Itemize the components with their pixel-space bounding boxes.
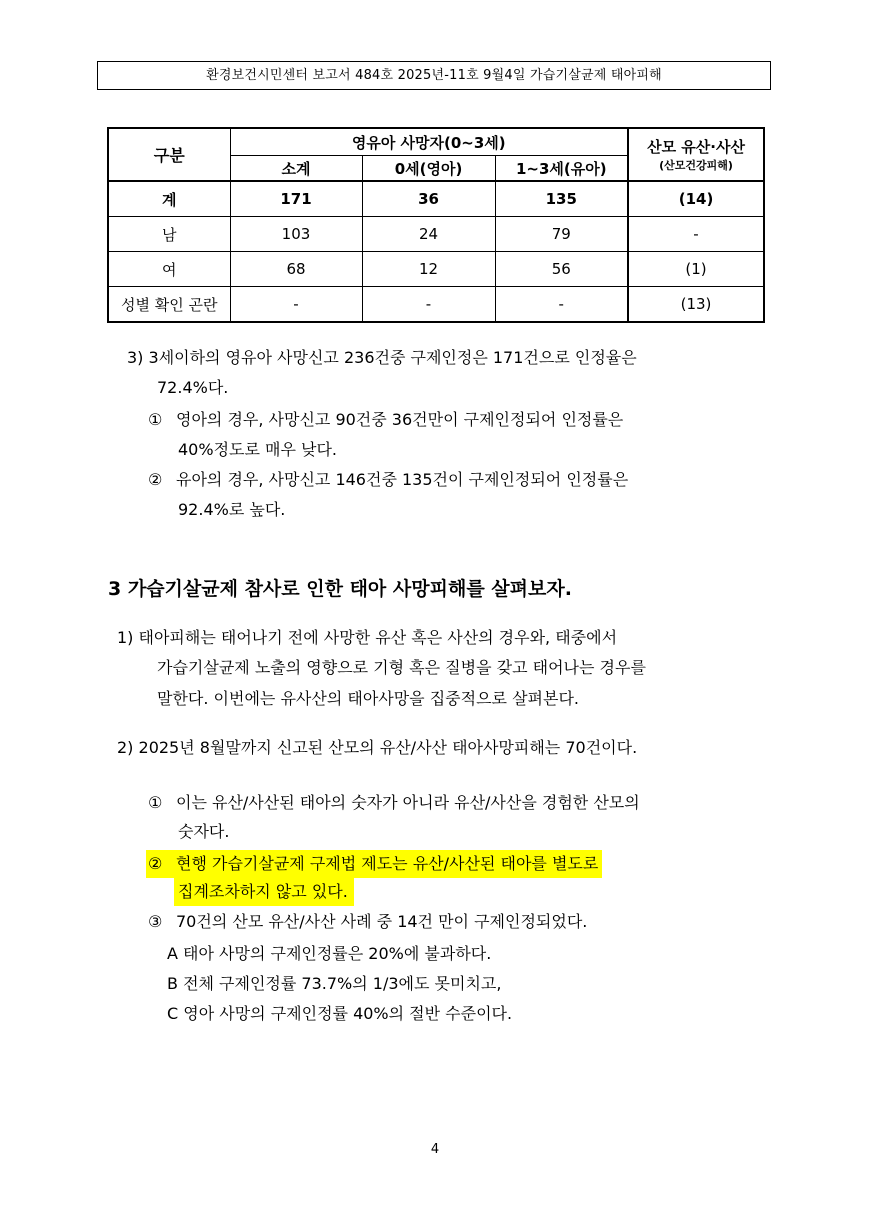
s3-item2 — [148, 470, 628, 490]
s3-item1-line2: 40%정도로 매우 낮다. — [178, 440, 338, 459]
report-header: 환경보건시민센터 보고서 484호 2025년-11호 9월4일 가습기살균제 태아피해 — [97, 61, 771, 90]
header-category: 구분 — [108, 128, 230, 181]
row-label: 성별 확인 곤란 — [108, 287, 230, 323]
s3-line2: 72.4%다. — [157, 378, 229, 397]
cell-total: - — [230, 287, 362, 323]
s3-item1-text: 영아의 경우, 사망신고 90건중 36건만이 구제인정되어 인정률은 — [176, 410, 624, 429]
p1-line2: 가습기살균제 노출의 영향으로 기형 혹은 질병을 갖고 태어나는 경우를 — [157, 658, 646, 677]
p2-item2-line2-highlight: 집계조차하지 않고 있다. — [174, 878, 354, 906]
row-label: 남 — [108, 217, 230, 252]
cell-child: - — [495, 287, 628, 323]
cell-infant: 24 — [362, 217, 495, 252]
circled-number-2: ② — [148, 854, 163, 873]
section-title: 3 가습기살균제 참사로 인한 태아 사망피해를 살펴보자. — [108, 578, 572, 600]
cell-infant: 36 — [362, 181, 495, 217]
header-child: 1~3세(유아) — [495, 156, 628, 182]
header-maternal-label: 산모 유산·사산 — [647, 138, 745, 156]
header-infant0: 0세(영아) — [362, 156, 495, 182]
header-maternal-sub: (산모건강피해) — [659, 159, 733, 172]
circled-number-2: ② — [148, 470, 163, 489]
damage-stats-table — [107, 127, 765, 323]
cell-maternal: (14) — [628, 181, 764, 217]
circled-number-1: ① — [148, 410, 163, 429]
p2-sub-c: C 영아 사망의 구제인정률 40%의 절반 수준이다. — [167, 1004, 513, 1023]
s3-item2-line2: 92.4%로 높다. — [178, 500, 286, 519]
header-infant-group — [230, 128, 628, 156]
p1-line3: 말한다. 이번에는 유사산의 태아사망을 집중적으로 살펴본다. — [157, 689, 580, 708]
circled-number-3: ③ — [148, 912, 163, 931]
row-label: 여 — [108, 252, 230, 287]
cell-maternal: - — [628, 217, 764, 252]
cell-maternal: (13) — [628, 287, 764, 323]
cell-child: 79 — [495, 217, 628, 252]
cell-total: 171 — [230, 181, 362, 217]
cell-total: 103 — [230, 217, 362, 252]
header-maternal — [628, 128, 764, 181]
cell-infant: - — [362, 287, 495, 323]
cell-maternal: (1) — [628, 252, 764, 287]
p2-item1-text: 이는 유산/사산된 태아의 숫자가 아니라 유산/사산을 경험한 산모의 — [176, 793, 640, 812]
p2-item3 — [148, 912, 587, 932]
header-infant-group-label: 영유아 사망자(0~3세) — [351, 133, 506, 152]
p2-item3-text: 70건의 산모 유산/사산 사례 중 14건 만이 구제인정되었다. — [176, 912, 588, 931]
p2-sub-a: A 태아 사망의 구제인정률은 20%에 불과하다. — [167, 944, 492, 963]
p2-item2-text: 현행 가습기살균제 구제법 제도는 유산/사산된 태아를 별도로 — [176, 854, 599, 873]
p2-line1: 2) 2025년 8월말까지 신고된 산모의 유산/사산 태아사망피해는 70건이다. — [117, 738, 638, 757]
s3-item1 — [148, 410, 623, 430]
p2-item1 — [148, 793, 640, 813]
s3-item2-text: 유아의 경우, 사망신고 146건중 135건이 구제인정되어 인정률은 — [176, 470, 629, 489]
circled-number-1: ① — [148, 793, 163, 812]
s3-line1: 3) 3세이하의 영유아 사망신고 236건중 구제인정은 171건으로 인정율은 — [127, 348, 637, 367]
page-number: 4 — [430, 1142, 440, 1157]
row-label: 계 — [108, 181, 230, 217]
p1-line1: 1) 태아피해는 태어나기 전에 사망한 유산 혹은 사산의 경우와, 태중에서 — [117, 628, 618, 647]
p2-sub-b: B 전체 구제인정률 73.7%의 1/3에도 못미치고, — [167, 974, 502, 993]
cell-child: 135 — [495, 181, 628, 217]
cell-child: 56 — [495, 252, 628, 287]
p2-item1-line2: 숫자다. — [178, 822, 230, 841]
cell-total: 68 — [230, 252, 362, 287]
p2-item2-highlight — [146, 850, 602, 878]
cell-infant: 12 — [362, 252, 495, 287]
header-total: 소계 — [230, 156, 362, 182]
